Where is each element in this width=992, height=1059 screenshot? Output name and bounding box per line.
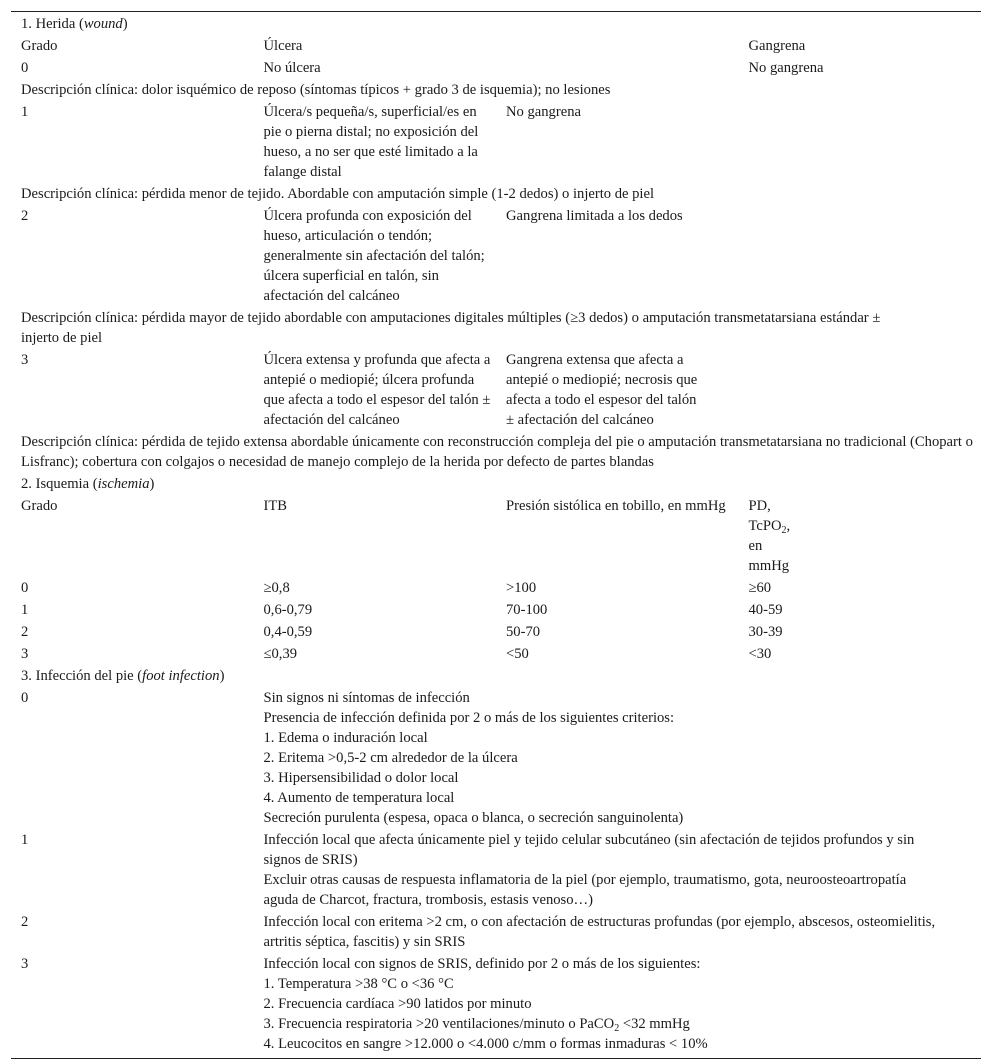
section-title-row — [11, 666, 981, 688]
grade-cell: 2 — [21, 914, 29, 930]
grade-cell: 2 — [21, 208, 29, 224]
clinical-description: Descripción clínica: pérdida mayor de tejido abordable con amputaciones digitales múltiples (≥3 dedos) o amputación transmetatarsiana estándar ± injerto de piel — [21, 310, 881, 346]
infection-criteria: Infección local con eritema >2 cm, o con afectación de estructuras profundas (por ejemplo, abscesos, osteomielitis, artritis séptica, fascitis) y sin SRIS — [263, 914, 936, 950]
grade-cell: 1 — [21, 104, 29, 120]
description-row — [11, 80, 981, 102]
clinical-description: Descripción clínica: dolor isquémico de reposo (síntomas típicos + grado 3 de isquemia); no lesiones — [21, 82, 611, 98]
section2-title: 2. Isquemia (ischemia) — [21, 476, 155, 492]
grade-row — [11, 58, 981, 80]
section1-title: 1. Herida (wound) — [21, 16, 128, 32]
header-row — [11, 36, 981, 58]
ulcer-cell: No úlcera — [263, 60, 321, 76]
grade-cell: 1 — [21, 832, 29, 848]
grade-row — [11, 206, 981, 308]
grade-row — [11, 350, 981, 432]
gangrene-cell: Gangrena limitada a los dedos — [506, 208, 683, 224]
infection-row — [11, 954, 981, 1059]
ischemia-row: 2 0,4-0,59 50-70 30-39 — [21, 624, 783, 640]
description-row — [11, 184, 981, 206]
ulcer-cell: Úlcera extensa y profunda que afecta a antepié o mediopié; úlcera profunda que afecta a todo el espesor del talón ± afectación del calcáneo — [263, 352, 491, 428]
ulcer-cell: Úlcera/s pequeña/s, superficial/es en pie o pierna distal; no exposición del hueso, a no ser que esté limitado a la falange distal — [263, 104, 479, 180]
gangrene-cell: No gangrena — [506, 104, 581, 120]
ulcer-cell: Úlcera profunda con exposición del hueso, articulación o tendón; generalmente sin afectación del talón; úlcera superficial en talón, sin afectación del calcáneo — [263, 208, 485, 304]
grade-cell: 0 — [21, 690, 29, 706]
clinical-description: Descripción clínica: pérdida menor de tejido. Abordable con amputación simple (1-2 dedos) o injerto de piel — [21, 186, 655, 202]
ischemia-row: 3 ≤0,39 <50 <30 — [21, 646, 772, 662]
grade-cell: 0 — [21, 60, 29, 76]
description-row — [11, 432, 981, 474]
clinical-description: Descripción clínica: pérdida de tejido extensa abordable únicamente con reconstrucción compleja del pie o amputación transmetatarsiana no tradicional (Chopart o Lisfranc); cobertura con colgajos o necesidad de manejo complejo de la herida por defecto de partes blandas — [21, 434, 973, 470]
description-row — [11, 308, 981, 350]
gangrene-cell: Gangrena extensa que afecta a antepié o mediopié; necrosis que afecta a todo el espesor del talón ± afectación del calcáneo — [506, 352, 698, 428]
infection-row — [11, 688, 981, 830]
grade-cell: 3 — [21, 352, 29, 368]
ischemia-row: 0 ≥0,8 >100 ≥60 — [21, 580, 772, 596]
classification-table-container — [11, 11, 981, 1059]
infection-row — [11, 830, 981, 912]
header-gangrena: Gangrena — [748, 38, 806, 54]
wifi-classification-table — [11, 11, 981, 1059]
header-pd-tcpo2: PD, TcPO$_2$, en mmHg — [748, 498, 791, 574]
infection-criteria: Sin signos ni síntomas de infección Presencia de infección definida por 2 o más de los siguientes criterios: 1. Edema o induración local 2. Eritema >0,5-2 cm alrededor de la úlcera 3. Hipersensibilidad o dolor local 4. Aumento de temperatura local Secreción purulenta (espesa, opaca o blanca, o secreción sanguinolenta) — [263, 690, 684, 826]
header-itb: ITB — [263, 498, 288, 514]
grade-cell: 3 — [21, 956, 29, 972]
section3-title: 3. Infección del pie (foot infection) — [21, 668, 225, 684]
infection-criteria: Infección local con signos de SRIS, definido por 2 o más de los siguientes: 1. Temperatura >38 °C o <36 °C 2. Frecuencia cardíaca >90 latidos por minuto 3. Frecuencia respiratoria >20 ventilaciones/minuto o PaCO$_2$ <32 mmHg 4. Leucocitos en sangre >12.000 o <4.000 c/mm o formas inmaduras < 10% — [263, 956, 708, 1052]
section-title-row — [11, 12, 981, 37]
infection-row — [11, 912, 981, 954]
section-title-row — [11, 474, 981, 496]
infection-criteria: Infección local que afecta únicamente piel y tejido celular subcutáneo (sin afectación de tejidos profundos y sin signos de SRIS) Excluir otras causas de respuesta inflamatoria de la piel (por ejemplo, traumatismo, gota, neuroosteoartropatía aguda de Charcot, fractura, trombosis, estasis venoso…) — [263, 832, 915, 908]
ischemia-row: 1 0,6-0,79 70-100 40-59 — [21, 602, 783, 618]
grade-row — [11, 102, 981, 184]
header-ankle-pressure: Presión sistólica en tobillo, en mmHg — [506, 498, 726, 514]
header-ulcera: Úlcera — [263, 38, 303, 54]
gangrene-cell: No gangrena — [748, 60, 824, 76]
header-row — [11, 496, 981, 578]
header-grado: Grado — [21, 38, 58, 54]
header-grado: Grado — [21, 498, 58, 514]
